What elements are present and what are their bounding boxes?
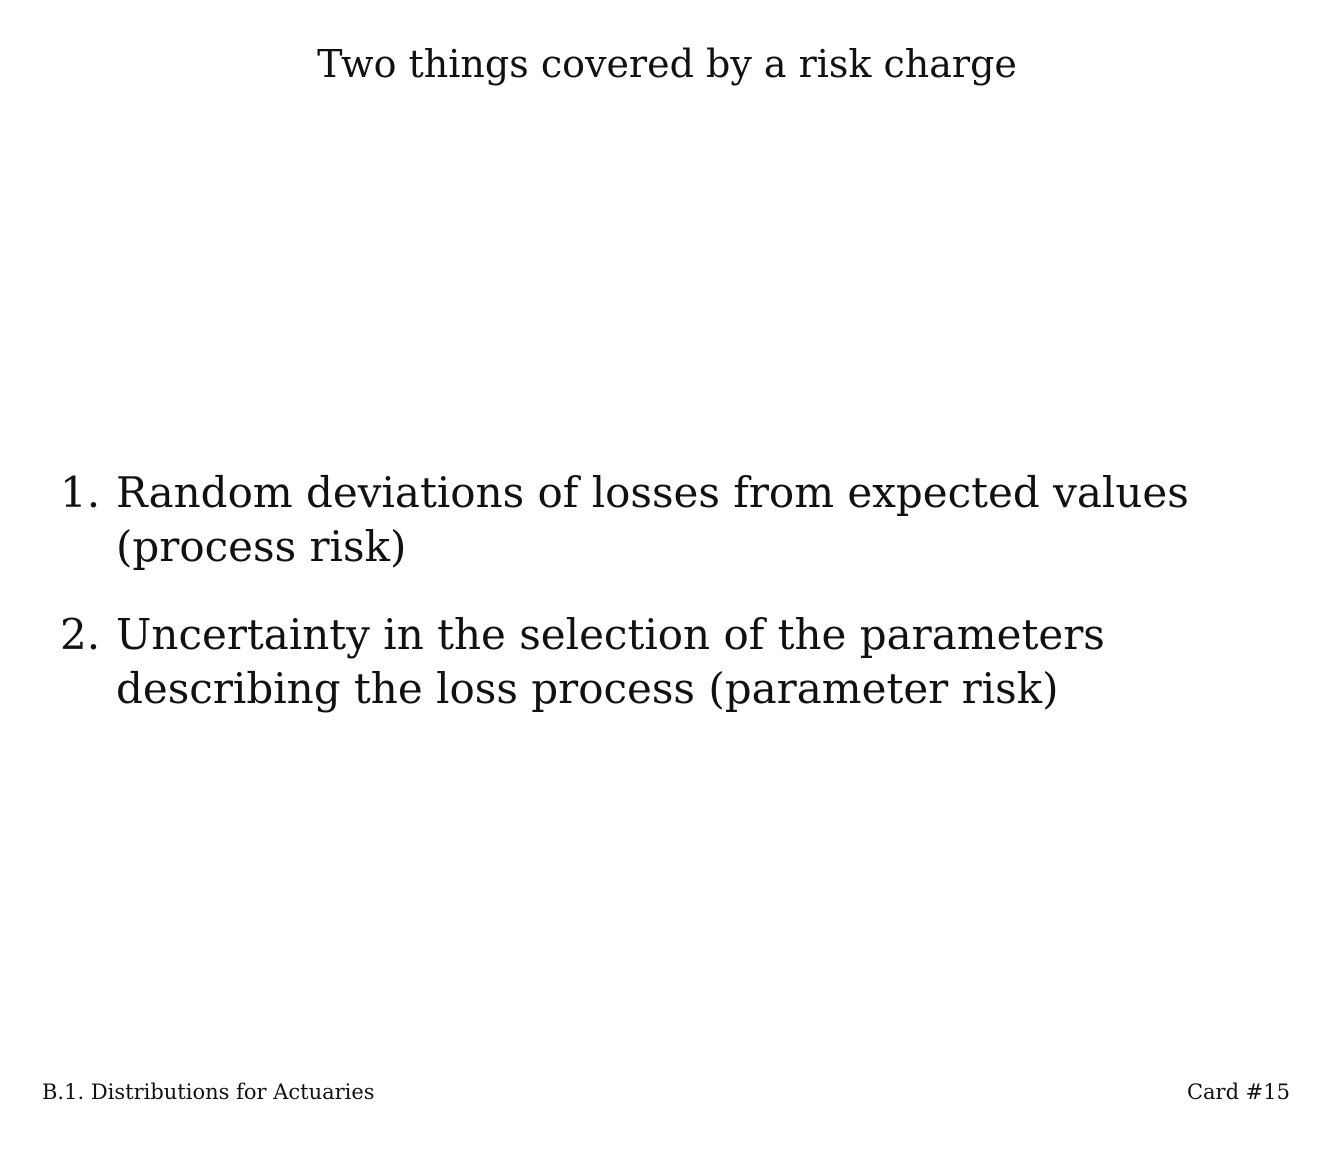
list-item (60, 608, 1270, 716)
footer-card-number: Card #15 (1186, 1080, 1290, 1104)
answer-list (60, 466, 1270, 750)
list-item (60, 466, 1270, 574)
card-title: Two things covered by a risk charge (317, 42, 1017, 86)
footer-section-label: B.1. Distributions for Actuaries (42, 1080, 375, 1104)
item-text: Random deviations of losses from expected values (process risk) (116, 468, 1189, 571)
item-text: Uncertainty in the selection of the parameters describing the loss process (parameter risk) (116, 610, 1105, 713)
item-number: 1. (60, 468, 101, 517)
item-number: 2. (60, 610, 101, 659)
